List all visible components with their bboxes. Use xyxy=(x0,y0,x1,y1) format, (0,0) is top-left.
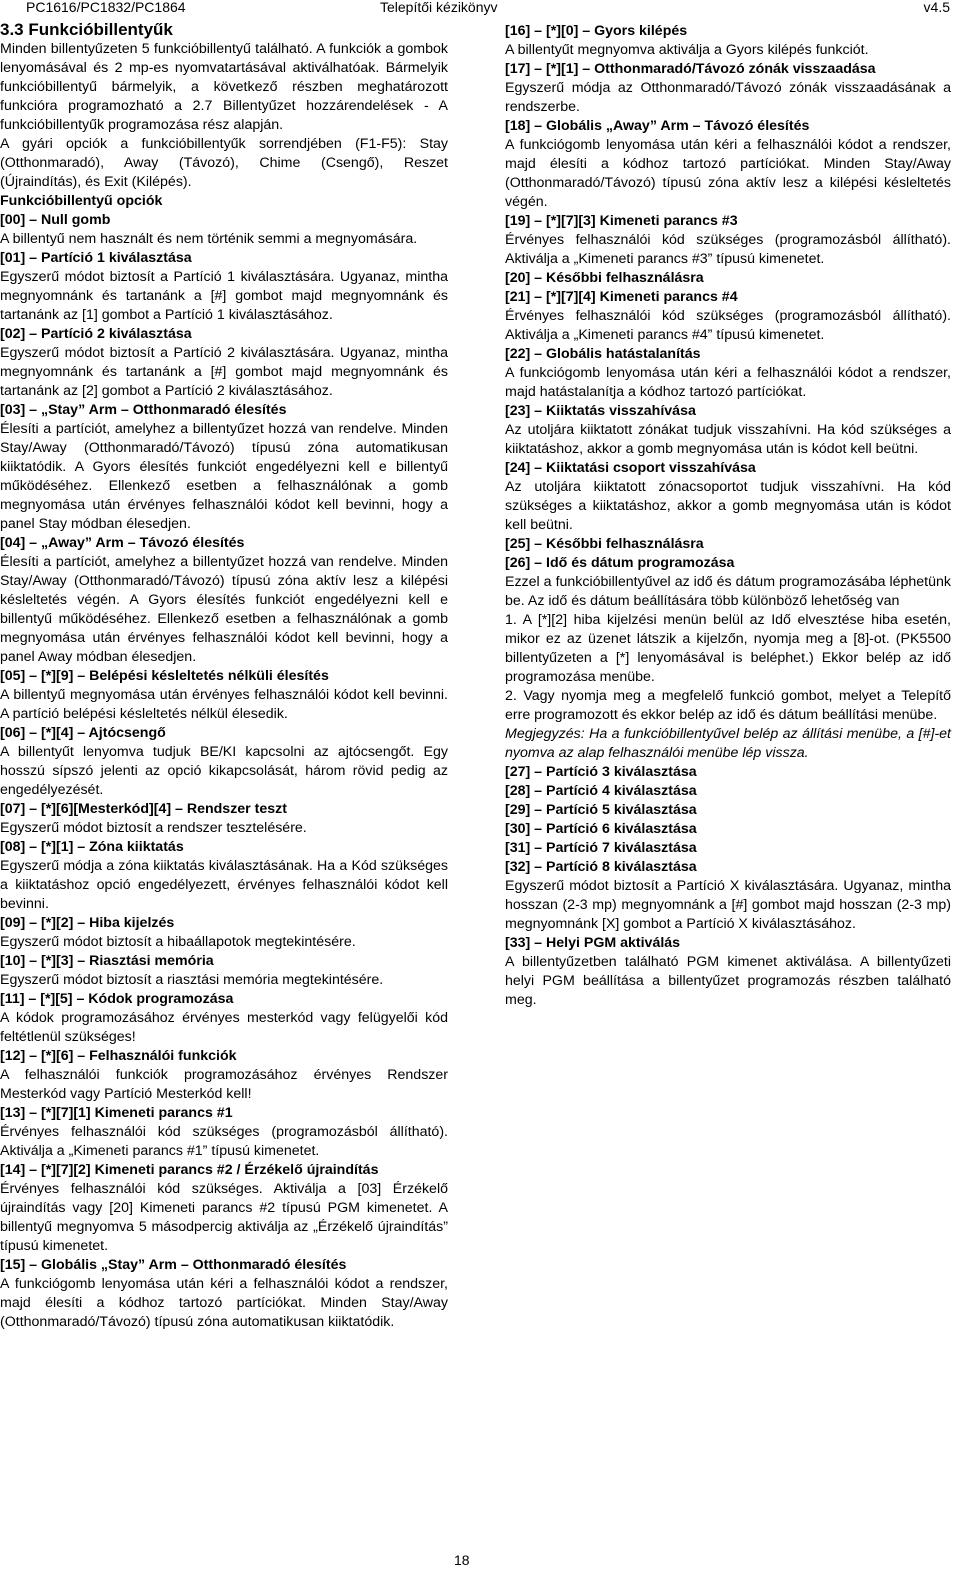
option-description: Élesíti a partíciót, amelyhez a billentyűzet hozzá van rendelve. Minden Stay/Away (Otthonmaradó/Távozó) típusú zóna aktív lesz a kilépési késleltetés végén. A Gyors élesítés funkciót engedélyezni kell e billentyű működéséhez. Ellenkező esetben a felhasználónak a gomb megnyomása után érvényes felhasználói kódot kell bevinni, hogy a panel Away módban élesedjen. xyxy=(0,554,448,665)
option-title: [11] – [*][5] – Kódok programozása xyxy=(0,991,234,1007)
option-title: [10] – [*][3] – Riasztási memória xyxy=(0,953,214,969)
option-title: [17] – [*][1] – Otthonmaradó/Távozó zónák visszaadása xyxy=(505,61,876,77)
intro-defaults-paragraph: A gyári opciók a funkcióbillentyűk sorrendjében (F1-F5): Stay (Otthonmaradó), Away (Távozó), Chime (Csengő), Reszet (Újraindítás), és Exit (Kilépés). xyxy=(0,136,448,190)
page-number: 18 xyxy=(454,1552,470,1568)
option-description: A billentyűt megnyomva aktiválja a Gyors kilépés funkciót. xyxy=(505,42,869,58)
option-title: [00] – Null gomb xyxy=(0,212,111,228)
option-description: Egyszerű módot biztosít a rendszer tesztelésére. xyxy=(0,820,307,836)
left-item-list xyxy=(0,211,448,1332)
option-description: Az utoljára kiiktatott zónákat tudjuk visszahívni. Ha kód szükséges a kiiktatáshoz, akkor a gomb megnyomása után is kódot kell beütni. xyxy=(505,422,951,457)
option-description: Egyszerű módot biztosít a Partíció 2 kiválasztására. Ugyanaz, mintha megnyomnánk és tartanánk a [#] gombot majd megnyomnánk és tartanánk az [2] gombot a Partíció 2 kiválasztásához. xyxy=(0,345,448,399)
option-description: Egyszerű módot biztosít a hibaállapotok megtekintésére. xyxy=(0,934,356,950)
option-title: [26] – Idő és dátum programozása xyxy=(505,555,735,571)
option-title: [08] – [*][1] – Zóna kiiktatás xyxy=(0,839,184,855)
option-title: [09] – [*][2] – Hiba kijelzés xyxy=(0,915,175,931)
partition-option-title: [32] – Partíció 8 kiválasztása xyxy=(505,859,697,875)
item-33-title: [33] – Helyi PGM aktiválás xyxy=(505,935,681,951)
option-description: A funkciógomb lenyomása után kéri a felhasználói kódot a rendszer, majd élesíti a kódhoz tartozó partíciókat. Minden Stay/Away (Otthonmaradó/Távozó) típusú zóna aktív lesz a kilépési késleltetés végén. xyxy=(505,137,951,210)
option-title: [23] – Kiiktatás visszahívása xyxy=(505,403,696,419)
option-description: A funkciógomb lenyomása után kéri a felhasználói kódot a rendszer, majd élesíti a kódhoz tartozó partíciókat. Minden Stay/Away (Otthonmaradó/Távozó) típusú zóna automatikusan kiiktatódik. xyxy=(0,1276,448,1330)
header-doc-title: Telepítői kézikönyv xyxy=(380,0,498,15)
option-description: A felhasználói funkciók programozásához érvényes Rendszer Mesterkód vagy Partíció Mesterkód kell! xyxy=(0,1067,448,1102)
option-description: Az utoljára kiiktatott zónacsoportot tudjuk visszahívni. Ha kód szükséges a kiiktatáshoz, akkor a gomb megnyomása után is kódot kell beütni. xyxy=(505,479,951,533)
partition-option-title: [31] – Partíció 7 kiválasztása xyxy=(505,840,697,856)
option-description: Egyszerű módja a zóna kiiktatás kiválasztásának. Ha a Kód szükséges a kiiktatáshoz opció engedélyezett, érvényes felhasználói kódot kell bevinni. xyxy=(0,858,448,912)
option-title: [24] – Kiiktatási csoport visszahívása xyxy=(505,460,756,476)
partitions-description: Egyszerű módot biztosít a Partíció X kiválasztására. Ugyanaz, mintha hosszan (2-3 mp) megnyomnánk a [#] gombot majd hosszan (2-3 mp) megnyomnánk [X] gombot a Partíció X kiválasztásához. xyxy=(505,878,951,932)
option-description: Ezzel a funkcióbillentyűvel az idő és dátum programozásába léphetünk be. Az idő és dátum beállítására több különböző lehetőség van xyxy=(505,574,951,609)
option-title: [19] – [*][7][3] Kimeneti parancs #3 xyxy=(505,213,738,229)
item-26-step-2: 2. Vagy nyomja meg a megfelelő funkció gombot, melyet a Telepítő erre programozott és ekkor belép az idő és dátum beállítási menübe. xyxy=(505,688,951,723)
option-title: [01] – Partíció 1 kiválasztása xyxy=(0,250,192,266)
option-title: [25] – Későbbi felhasználásra xyxy=(505,536,704,552)
option-description: A billentyű megnyomása után érvényes felhasználói kódot kell bevinni. A partíció belépési késleltetés nélkül élesedik. xyxy=(0,687,448,722)
partition-option-title: [27] – Partíció 3 kiválasztása xyxy=(505,764,697,780)
option-title: [18] – Globális „Away” Arm – Távozó élesítés xyxy=(505,118,810,134)
item-26-step-1: 1. A [*][2] hiba kijelzési menün belül az Idő elvesztése hiba esetén, mikor ez az üzenet látszik a kijelzőn, nyomja meg a [8]-ot. (PK5500 billentyűzeten a [*] lenyomásával is beléphet.) Ekkor belép az idő programozása menübe. xyxy=(505,612,951,685)
option-title: [14] – [*][7][2] Kimeneti parancs #2 / Érzékelő újraindítás xyxy=(0,1162,379,1178)
partition-item-list xyxy=(505,763,951,877)
option-title: [04] – „Away” Arm – Távozó élesítés xyxy=(0,535,245,551)
option-description: Egyszerű módot biztosít a Partíció 1 kiválasztására. Ugyanaz, mintha megnyomnánk és tartanánk a [#] gombot majd megnyomnánk és tartanánk az [1] gombot a Partíció 1 kiválasztásához. xyxy=(0,269,448,323)
option-title: [15] – Globális „Stay” Arm – Otthonmaradó élesítés xyxy=(0,1257,347,1273)
option-description: Élesíti a partíciót, amelyhez a billentyűzet hozzá van rendelve. Minden Stay/Away (Otthonmaradó/Távozó) típusú zóna automatikusan kiiktatódik. A Gyors élesítés funkciót engedélyezni kell e billentyű működéséhez. Ellenkező esetben a felhasználónak a gomb megnyomása után érvényes felhasználói kódot kell bevinni, hogy a panel Stay módban élesedjen. xyxy=(0,421,448,532)
header-version: v4.5 xyxy=(923,0,950,15)
right-item-list xyxy=(505,22,951,611)
option-title: [16] – [*][0] – Gyors kilépés xyxy=(505,23,688,39)
intro-paragraph: Minden billentyűzeten 5 funkcióbillentyű található. A funkciók a gombok lenyomásával és 2 mp-es nyomvatartásával aktiválhatóak. Bármelyik funkcióbillentyű bármelyik, a következő részben meghatározott funkcióra programozható a 2.7 Billentyűzet hozzárendelések - A funkcióbillentyűk programozása rész alapján. xyxy=(0,41,448,133)
item-33-text: A billentyűzetben található PGM kimenet aktiválása. A billentyűzeti helyi PGM beállítása a billentyűzet programozás részben található meg. xyxy=(505,954,951,1008)
left-column xyxy=(0,20,448,1332)
option-title: [12] – [*][6] – Felhasználói funkciók xyxy=(0,1048,237,1064)
partition-option-title: [28] – Partíció 4 kiválasztása xyxy=(505,783,697,799)
right-column xyxy=(505,22,951,1010)
page-header xyxy=(0,0,960,17)
option-description: Érvényes felhasználói kód szükséges (programozásból állítható). Aktiválja a „Kimeneti parancs #3” típusú kimenetet. xyxy=(505,232,951,267)
option-description: A billentyű nem használt és nem történik semmi a megnyomására. xyxy=(0,231,418,247)
option-description: A kódok programozásához érvényes mesterkód vagy felügyelői kód feltétlenül szükséges! xyxy=(0,1010,448,1045)
option-title: [21] – [*][7][4] Kimeneti parancs #4 xyxy=(505,289,738,305)
option-description: Egyszerű módja az Otthonmaradó/Távozó zónák visszaadásának a rendszerbe. xyxy=(505,80,951,115)
option-title: [03] – „Stay” Arm – Otthonmaradó élesítés xyxy=(0,402,287,418)
option-title: [06] – [*][4] – Ajtócsengő xyxy=(0,725,166,741)
header-model: PC1616/PC1832/PC1864 xyxy=(26,0,186,15)
option-description: Egyszerű módot biztosít a riasztási memória megtekintésére. xyxy=(0,972,384,988)
option-description: Érvényes felhasználói kód szükséges (programozásból állítható). Aktiválja a „Kimeneti parancs #4” típusú kimenetet. xyxy=(505,308,951,343)
partition-option-title: [30] – Partíció 6 kiválasztása xyxy=(505,821,697,837)
options-heading: Funkcióbillentyű opciók xyxy=(0,193,163,209)
option-description: A billentyűt lenyomva tudjuk BE/KI kapcsolni az ajtócsengőt. Egy hosszú sípszó jelenti az opció kikapcsolását, három rövid pedig az engedélyezését. xyxy=(0,744,448,798)
option-title: [07] – [*][6][Mesterkód][4] – Rendszer teszt xyxy=(0,801,287,817)
option-title: [20] – Későbbi felhasználásra xyxy=(505,270,704,286)
option-description: A funkciógomb lenyomása után kéri a felhasználói kódot a rendszer, majd hatástalanítja a kódhoz tartozó partíciókat. xyxy=(505,365,951,400)
option-description: Érvényes felhasználói kód szükséges (programozásból állítható). Aktiválja a „Kimeneti parancs #1” típusú kimenetet. xyxy=(0,1124,448,1159)
option-title: [02] – Partíció 2 kiválasztása xyxy=(0,326,192,342)
section-title: 3.3 Funkcióbillentyűk xyxy=(0,20,173,39)
option-title: [05] – [*][9] – Belépési késleltetés nélküli élesítés xyxy=(0,668,329,684)
option-title: [22] – Globális hatástalanítás xyxy=(505,346,701,362)
item-26-note: Megjegyzés: Ha a funkcióbillentyűvel belép az állítási menübe, a [#]-et nyomva az alap felhasználói menübe lép vissza. xyxy=(505,726,951,761)
partition-option-title: [29] – Partíció 5 kiválasztása xyxy=(505,802,697,818)
option-description: Érvényes felhasználói kód szükséges. Aktiválja a [03] Érzékelő újraindítás vagy [20] Kimeneti parancs #2 típusú PGM kimenetet. A billentyű megnyomva 5 másodpercig aktiválja az „Érzékelő újraindítás” típusú kimenetet. xyxy=(0,1181,448,1254)
option-title: [13] – [*][7][1] Kimeneti parancs #1 xyxy=(0,1105,233,1121)
